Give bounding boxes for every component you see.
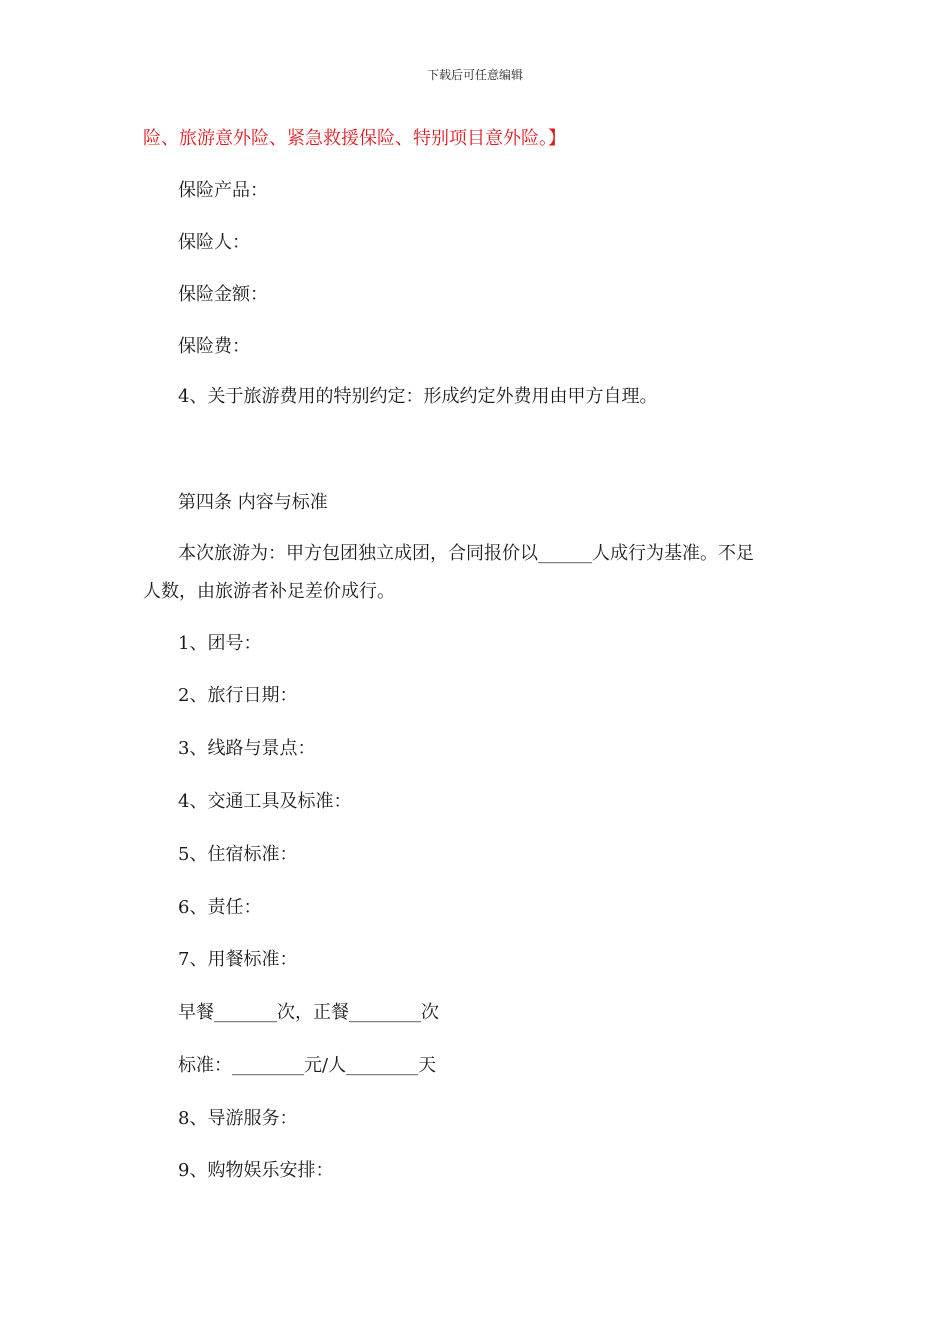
- insurer-line: 保险人：: [178, 232, 250, 253]
- item-responsibility: 6、责任：: [178, 897, 262, 918]
- article-four-heading: 第四条 内容与标准: [178, 492, 328, 513]
- item-transport: 4、交通工具及标准：: [178, 791, 352, 812]
- item-travel-date: 2、旅行日期：: [178, 685, 298, 706]
- meal-price-standard-line: 标准：________元/人________天: [178, 1055, 437, 1076]
- red-clause-continuation: 险、旅游意外险、紧急救援保险、特别项目意外险。】: [143, 128, 566, 149]
- meals-count-line: 早餐_______次，正餐________次: [178, 1002, 439, 1023]
- premium-line: 保险费：: [178, 336, 250, 357]
- item-group-number: 1、团号：: [178, 633, 262, 654]
- tour-description-line-2: 人数，由旅游者补足差价成行。: [143, 581, 395, 602]
- insurance-product-line: 保险产品：: [178, 180, 268, 201]
- item-guide-service: 8、导游服务：: [178, 1108, 298, 1129]
- insured-amount-line: 保险金额：: [178, 284, 268, 305]
- item-meal-standard: 7、用餐标准：: [178, 949, 298, 970]
- page-header: 下载后可任意编辑: [426, 68, 523, 82]
- tour-description-line-1: 本次旅游为：甲方包团独立成团，合同报价以______人成行为基准。不足: [178, 543, 754, 564]
- special-agreement-line: 4、关于旅游费用的特别约定：形成约定外费用由甲方自理。: [178, 386, 658, 407]
- item-accommodation: 5、住宿标准：: [178, 844, 298, 865]
- item-route-and-sights: 3、线路与景点：: [178, 738, 316, 759]
- item-shopping-entertainment: 9、购物娱乐安排：: [178, 1160, 334, 1181]
